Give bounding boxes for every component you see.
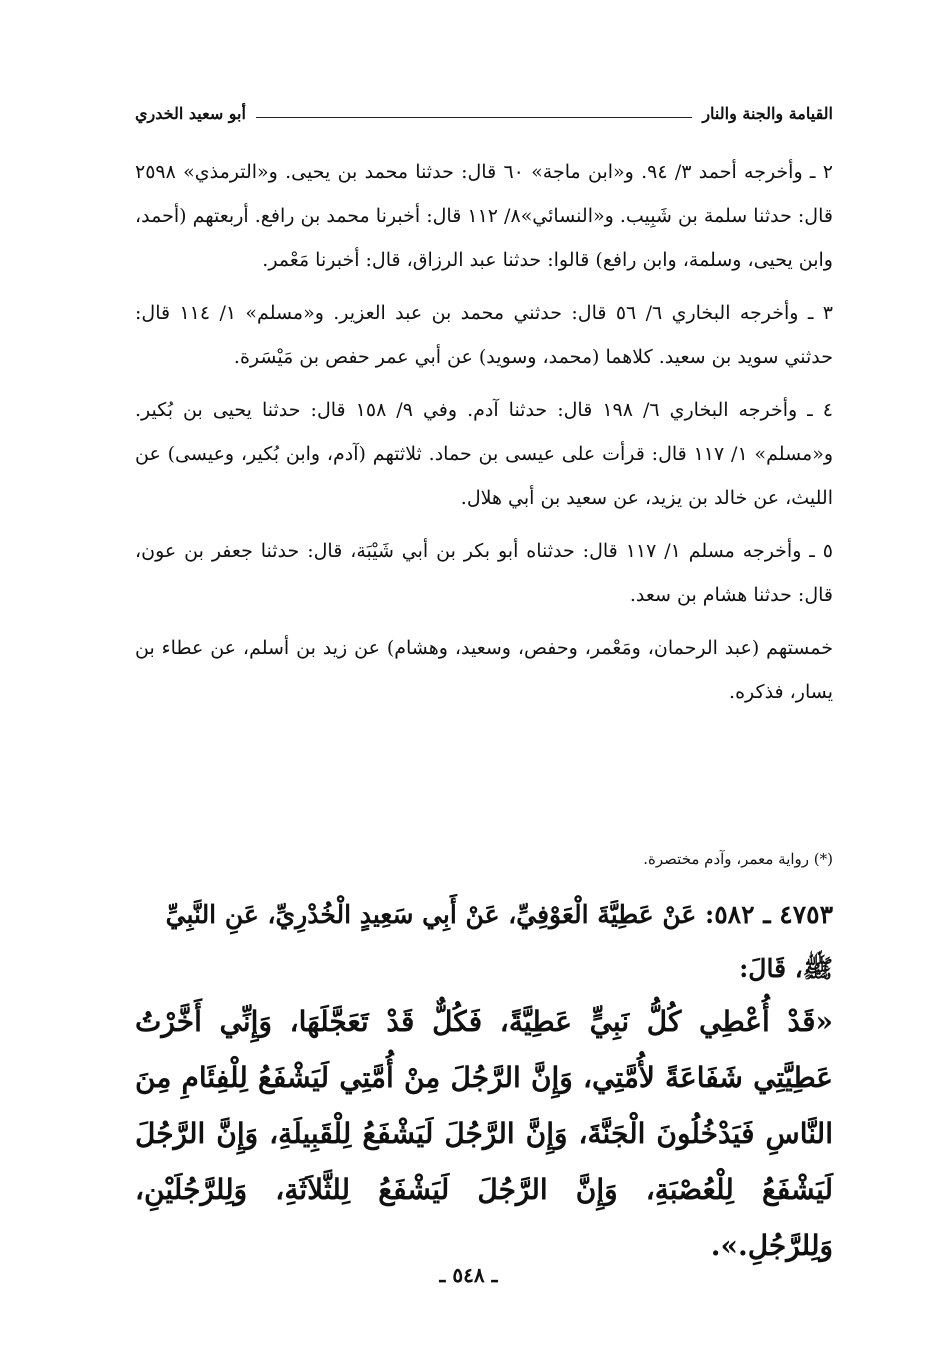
footnotes-block (135, 150, 833, 723)
note-paragraph: ٤ ـ وأخرجه البخاري ٦/ ١٩٨ قال: حدثنا آدم. وفي ٩/ ١٥٨ قال: حدثنا يحيى بن بُكير. و«مسلم» ١/ ١١٧ قال: قرأت على عيسى بن حماد. ثلاثتهم (آدم، وابن بُكير، وعيسى) عن الليث، عن خالد بن يزيد، عن سعيد بن أبي هلال. (135, 399, 833, 509)
note-paragraph: ٣ ـ وأخرجه البخاري ٦/ ٥٦ قال: حدثني محمد بن عبد العزير. و«مسلم» ١/ ١١٤ قال: حدثني سويد بن سعيد. كلاهما (محمد، وسويد) عن أبي عمر حفص بن مَيْسَرة. (135, 302, 833, 368)
page-number: ـ ٥٤٨ ـ (439, 1263, 498, 1287)
note-paragraph: خمستهم (عبد الرحمان، ومَعْمر، وحفص، وسعيد، وهشام) عن زيد بن أسلم، عن عطاء بن يسار، فذكره. (135, 637, 833, 703)
chapter-title: أبو سعيد الخدري (135, 103, 246, 123)
note-paragraph: ٥ ـ وأخرجه مسلم ١/ ١١٧ قال: حدثناه أبو بكر بن أبي شَيْبَة، قال: حدثنا جعفر بن عون، قال: حدثنا هشام بن سعد. (135, 540, 833, 606)
running-header (135, 98, 833, 128)
book-title: القيامة والجنة والنار (702, 103, 833, 123)
note-paragraph: ٢ ـ وأخرجه أحمد ٣/ ٩٤. و«ابن ماجة» ٦٠ قال: حدثنا محمد بن يحيى. و«الترمذي» ٢٥٩٨ قال: حدثنا سلمة بن شَبِيب. و«النسائي»٨/ ١١٢ قال: أخبرنا محمد بن رافع. أربعتهم (أحمد، وابن يحيى، وسلمة، وابن رافع) قالوا: حدثنا عبد الرزاق، قال: أخبرنا مَعْمر. (135, 161, 833, 271)
header-rule (256, 117, 692, 118)
hadith-matn: «قَدْ أُعْطِي كُلُّ نَبِيٍّ عَطِيَّةً، فَكُلٌّ قَدْ تَعَجَّلَهَا، وَإِنِّي أَخَّرْتُ عَطِيَّتِي شَفَاعَةً لأُمَّتِي، وَإِنَّ الرَّجُلَ مِنْ أُمَّتِي لَيَشْفَعُ لِلْفِئَامِ مِنَ النَّاسِ فَيَدْخُلُونَ الْجَنَّةَ، وَإِنَّ الرَّجُلَ لَيَشْفَعُ لِلْقَبِيلَةِ، وَإِنَّ الرَّجُلَ لَيَشْفَعُ لِلْعُصْبَةِ، وَإِنَّ الرَّجُلَ لَيَشْفَعُ لِلثَّلاَثَةِ، وَلِلرَّجُلَيْنِ، وَلِلرَّجُلِ.». (135, 1005, 833, 1262)
hadith-isnad: ٤٧٥٣ ـ ٥٨٢: عَنْ عَطِيَّةَ الْعَوْفِيِّ، عَنْ أَبِي سَعِيدٍ الْخُدْرِيِّ، عَنِ النَّبِيِّ ﷺ، قَالَ: (165, 900, 833, 983)
footnote-marker-text: (*) رواية معمر، وآدم مختصرة. (643, 850, 833, 868)
